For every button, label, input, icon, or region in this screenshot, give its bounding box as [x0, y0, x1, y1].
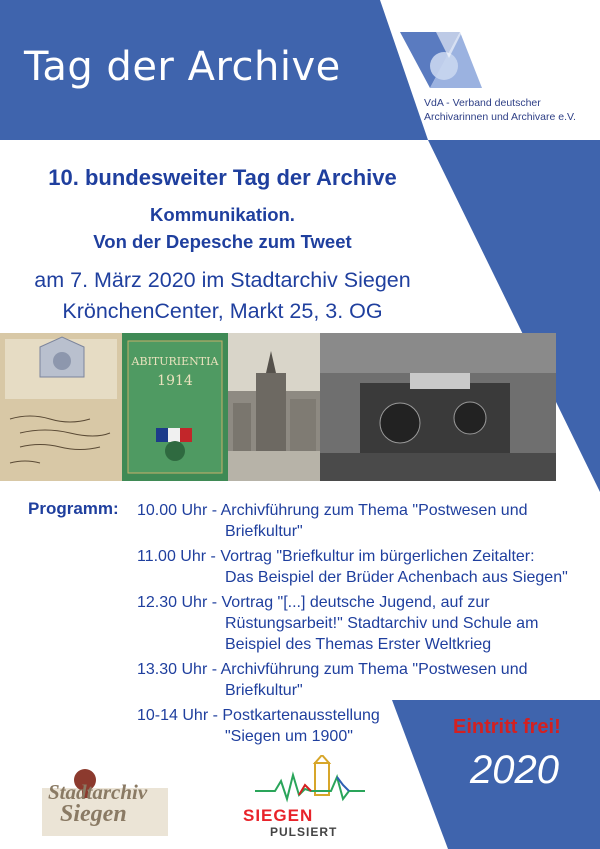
program-time: 13.30 Uhr -	[137, 661, 218, 678]
program-item-2	[137, 546, 535, 567]
program-item-1-cont: Briefkultur"	[225, 523, 303, 540]
vda-line-2: Archivarinnen und Archivare e.V.	[424, 111, 576, 123]
page-title: Tag der Archive	[24, 44, 341, 90]
program-time: 10.00 Uhr -	[137, 502, 218, 519]
program-item-3-cont2: Beispiel des Themas Erster Weltkrieg	[225, 636, 492, 653]
program-text: Vortrag "Briefkultur im bürgerlichen Zeitalter:	[220, 548, 535, 565]
program-text: Postkartenausstellung	[222, 707, 380, 724]
theme-line-1: Kommunikation.	[150, 204, 295, 225]
postcard-photo	[228, 333, 320, 481]
svg-text:ABITURIENTIA: ABITURIENTIA	[131, 355, 219, 368]
eintritt-frei-text: Eintritt frei!	[453, 716, 561, 738]
abiturientia-photo	[122, 333, 228, 481]
event-headline: 10. bundesweiter Tag der Archive	[48, 165, 397, 190]
program-time: 11.00 Uhr -	[137, 548, 216, 565]
machine-photo	[320, 333, 556, 481]
siegen-pulsiert-logo-icon	[255, 755, 365, 805]
program-item-1	[137, 500, 527, 521]
programm-label: Programm:	[28, 499, 119, 518]
vda-organization-text	[424, 96, 576, 124]
program-time: 10-14 Uhr -	[137, 707, 218, 724]
program-text: Archivführung zum Thema "Postwesen und	[220, 502, 528, 519]
svg-text:1914: 1914	[157, 373, 193, 389]
program-item-4-cont: Briefkultur"	[225, 682, 303, 699]
vda-line-1: VdA - Verband deutscher	[424, 97, 541, 109]
program-item-5	[137, 705, 380, 726]
year-text: 2020	[470, 748, 559, 792]
program-item-5-cont: "Siegen um 1900"	[225, 728, 353, 745]
vda-logo-icon	[400, 30, 490, 90]
program-item-3	[137, 592, 490, 613]
theme-line-2: Von der Depesche zum Tweet	[93, 231, 352, 252]
letter-photo	[0, 333, 122, 481]
program-item-3-cont: Rüstungsarbeit!" Stadtarchiv und Schule am	[225, 615, 539, 632]
date-line: am 7. März 2020 im Stadtarchiv Siegen	[34, 268, 411, 292]
program-item-2-cont: Das Beispiel der Brüder Achenbach aus Siegen"	[225, 569, 568, 586]
stadtarchiv-logo-line1: Stadtarchiv	[48, 780, 148, 804]
program-text: Archivführung zum Thema "Postwesen und	[220, 661, 528, 678]
program-text: Vortrag "[...] deutsche Jugend, auf zur	[221, 594, 490, 611]
siegen-logo-line1: SIEGEN	[243, 806, 314, 825]
venue-line: KrönchenCenter, Markt 25, 3. OG	[62, 299, 383, 323]
program-time: 12.30 Uhr -	[137, 594, 218, 611]
siegen-logo-line2: PULSIERT	[270, 825, 338, 839]
stadtarchiv-logo-line2: Siegen	[60, 801, 127, 827]
program-item-4	[137, 659, 527, 680]
